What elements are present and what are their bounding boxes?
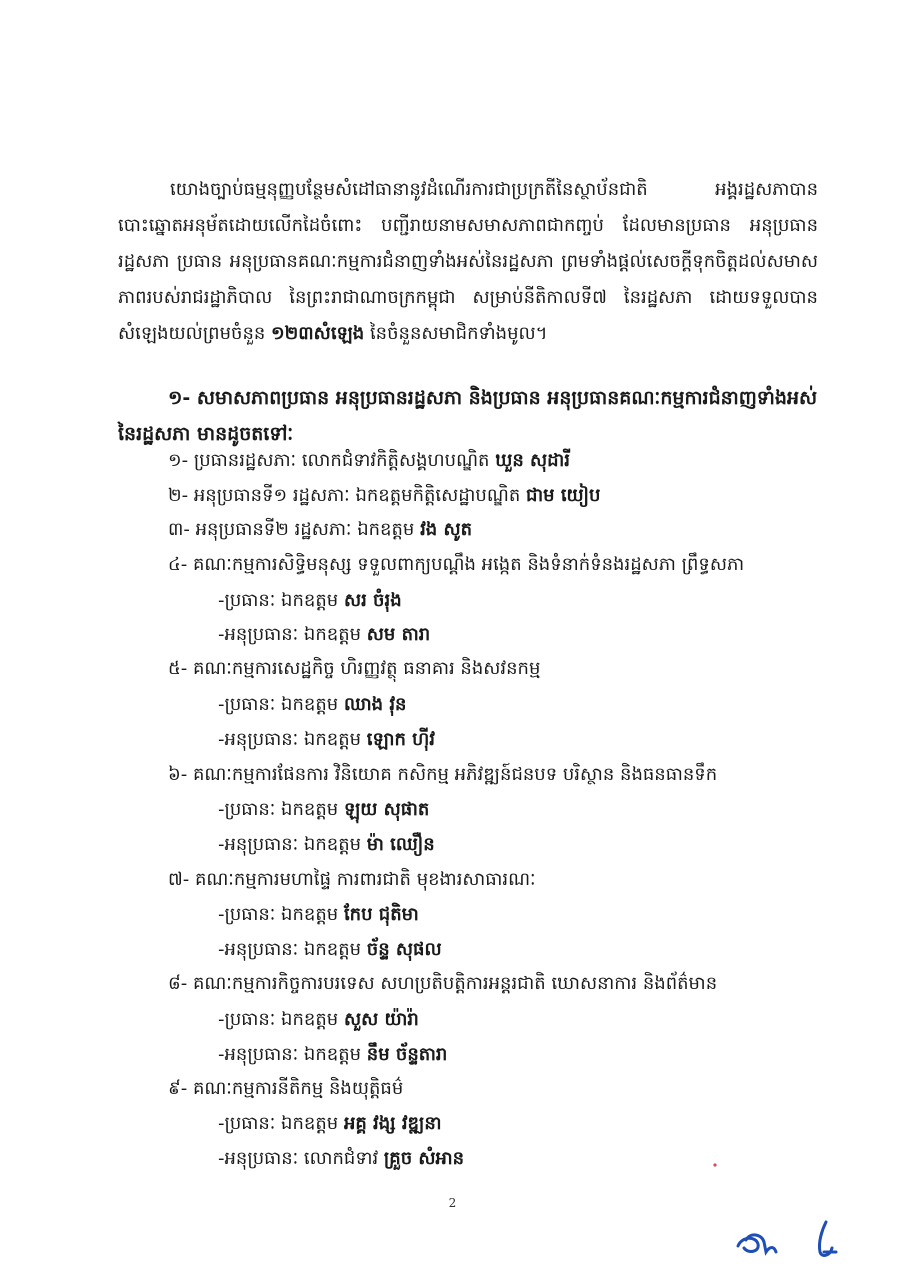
stray-ink-mark <box>712 1162 718 1168</box>
role-label: -អនុប្រធានៈ ឯកឧត្តម <box>218 729 362 750</box>
person-name: នឹម ច័ន្ទតារា <box>366 1044 448 1065</box>
person-name: ឈាង វុន <box>343 694 407 715</box>
entry-first-vice-president <box>168 481 600 511</box>
handwritten-initials-icon <box>732 1212 852 1266</box>
commission-vice-chair <box>218 830 435 860</box>
person-name: ម៉ា ឈឿន <box>366 834 435 855</box>
commission-vice-chair <box>218 1040 447 1070</box>
person-name: ច័ន្ទ សុផល <box>366 939 442 960</box>
commission-title: ៧- គណៈកម្មការមហាផ្ទៃ ការពារជាតិ មុខងារសាធារណៈ <box>168 869 536 890</box>
commission-title: ៩- គណៈកម្មការនីតិកម្ម និងយុត្តិធម៌ <box>168 1078 404 1099</box>
person-name: ឡោក ហ៊ីវ <box>366 729 436 750</box>
page-number: 2 <box>448 1196 457 1210</box>
commission-title: ៥- គណៈកម្មការសេដ្ឋកិច្ច ហិរញ្ញវត្ថុ ធនាគារ និងសវនកម្ម <box>168 658 541 679</box>
commission-title: ៦- គណៈកម្មការផែនការ វិនិយោគ កសិកម្ម អភិវឌ្ឍន៍ជនបទ បរិស្ថាន និងធនធានទឹក <box>168 764 718 785</box>
person-name: សរ ចំរុង <box>343 590 402 611</box>
role-label: -ប្រធានៈ ឯកឧត្តម <box>218 590 339 611</box>
commission-vice-chair <box>218 725 435 755</box>
person-name: កែប ជុតិមា <box>343 904 419 925</box>
entry-person: វង សូត <box>420 519 473 540</box>
intro-tail: នៃចំនួនសមាជិកទាំងមូល។ <box>369 323 548 344</box>
commission-title: ៨- គណៈកម្មការកិច្ចការបរទេស សហប្រតិបត្តិការអន្តរជាតិ ឃោសនាការ និងព័ត៌មាន <box>168 973 718 994</box>
intro-paragraph <box>118 172 818 352</box>
entry-second-vice-president <box>168 515 472 545</box>
commission-chair <box>218 586 402 616</box>
entry-president <box>168 446 570 476</box>
commission-title: ៤- គណៈកម្មការសិទ្ធិមនុស្ស ទទួលពាក្យបណ្តឹង អង្កេត និងទំនាក់ទំនងរដ្ឋសភា ព្រឹទ្ធសភា <box>168 554 745 575</box>
role-label: -ប្រធានៈ ឯកឧត្តម <box>218 1009 339 1030</box>
role-label: -ប្រធានៈ ឯកឧត្តម <box>218 904 339 925</box>
commission-chair <box>218 1109 441 1139</box>
commission-vice-chair <box>218 620 430 650</box>
role-label: -អនុប្រធានៈ ឯកឧត្តម <box>218 939 362 960</box>
entry-label: ២- អនុប្រធានទី១ រដ្ឋសភាៈ ឯកឧត្តមកិត្តិសេដ្ឋាបណ្ឌិត <box>168 485 521 506</box>
person-name: អគ្គ វង្ស វឌ្ឍនា <box>343 1113 442 1134</box>
intro-vote-count: ១២៣សំឡេង <box>271 323 365 344</box>
commission-chair <box>218 795 429 825</box>
section-heading <box>118 380 818 452</box>
entry-person: ជាម យៀប <box>525 485 601 506</box>
person-name: គ្រួច សំអាន <box>383 1148 465 1169</box>
intro-text: យោងច្បាប់ធម្មនុញ្ញបន្ថែមសំដៅធានានូវដំណើរការជាប្រក្រតីនៃស្ថាប័នជាតិ អង្គរដ្ឋសភាបានបោះឆ្នោតអនុម័តដោយលើកដៃចំពោះ បញ្ជីរាយនាមសមាសភាពជាកញ្ចប់ ដែលមានប្រធាន អនុប្រធានរដ្ឋសភា ប្រធាន អនុប្រធានគណៈកម្មការជំនាញទាំងអស់នៃរដ្ឋសភា ព្រមទាំងផ្តល់សេចក្តីទុកចិត្តដល់សមាសភាពរបស់រាជរដ្ឋាភិបាល នៃព្រះរាជាណាចក្រកម្ពុជា សម្រាប់នីតិកាលទី៧ នៃរដ្ឋសភា ដោយទទួលបានសំឡេងយល់ព្រមចំនួន <box>118 179 818 344</box>
person-name: សម តារា <box>366 624 431 645</box>
entry-person: ឃួន សុដារី <box>495 450 571 471</box>
role-label: -អនុប្រធានៈ ឯកឧត្តម <box>218 1044 362 1065</box>
person-name: សួស យ៉ារ៉ា <box>343 1009 419 1030</box>
entry-label: ៣- អនុប្រធានទី២ រដ្ឋសភាៈ ឯកឧត្តម <box>168 519 415 540</box>
commission-chair <box>218 690 406 720</box>
commission-vice-chair <box>218 935 442 965</box>
person-name: ឡុយ សុផាត <box>343 799 430 820</box>
role-label: -អនុប្រធានៈ ឯកឧត្តម <box>218 624 362 645</box>
role-label: -អនុប្រធានៈ លោកជំទាវ <box>218 1148 379 1169</box>
role-label: -អនុប្រធានៈ ឯកឧត្តម <box>218 834 362 855</box>
role-label: -ប្រធានៈ ឯកឧត្តម <box>218 1113 339 1134</box>
commission-chair <box>218 1005 419 1035</box>
section-heading-text: ១- សមាសភាពប្រធាន អនុប្រធានរដ្ឋសភា និងប្រធាន អនុប្រធានគណៈកម្មការជំនាញទាំងអស់ នៃរដ្ឋសភា មានដូចតទៅៈ <box>118 387 818 445</box>
commission-chair <box>218 900 419 930</box>
entry-label: ១- ប្រធានរដ្ឋសភាៈ លោកជំទាវកិត្តិសង្គហបណ្ឌិត <box>168 450 490 471</box>
commission-vice-chair <box>218 1144 464 1174</box>
role-label: -ប្រធានៈ ឯកឧត្តម <box>218 694 339 715</box>
role-label: -ប្រធានៈ ឯកឧត្តម <box>218 799 339 820</box>
